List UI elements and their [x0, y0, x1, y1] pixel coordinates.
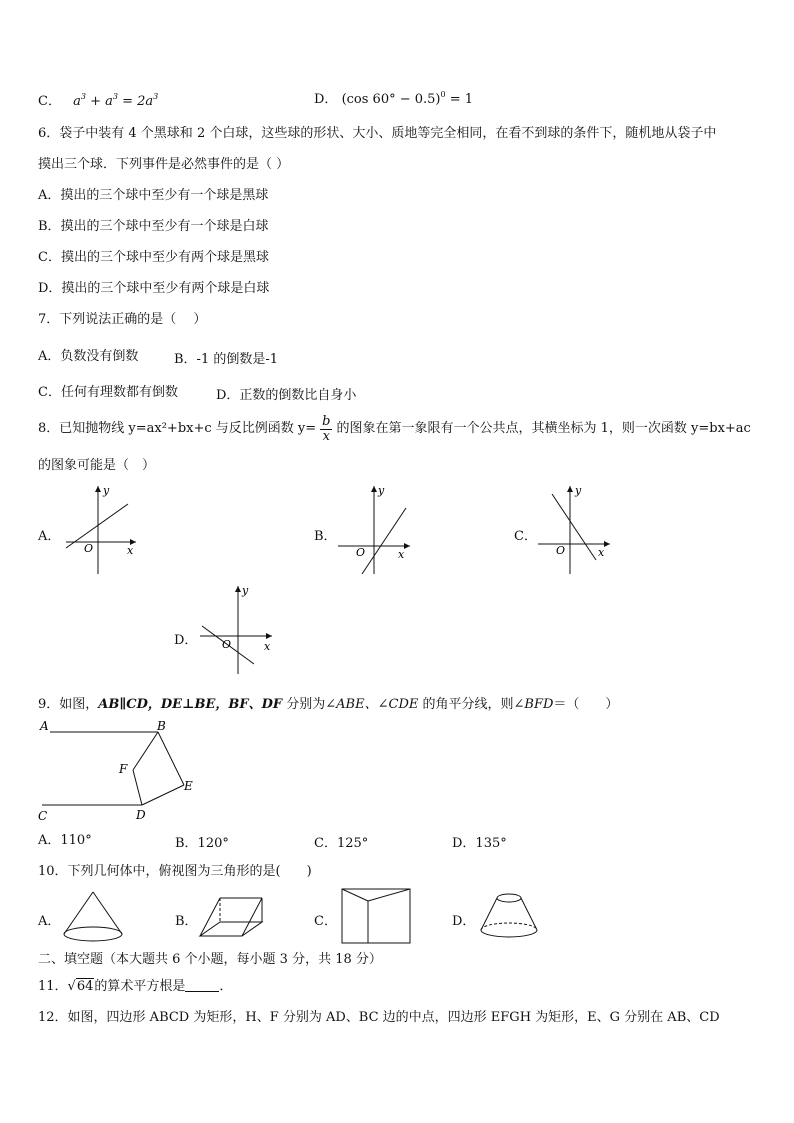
q8-a-x-label: x: [127, 544, 134, 557]
q12-stem: 12．如图，四边形 ABCD 为矩形，H、F 分别为 AD、BC 边的中点，四边形 EFGH 为矩形，E、G 分别在 AB、CD: [38, 1010, 720, 1025]
sqrt-icon: √: [67, 979, 76, 994]
q9-stem-prefix: 9．如图，: [38, 697, 99, 712]
q5-d-expression: (cos 60° − 0.5): [341, 92, 441, 107]
q7-option-d: D．正数的倒数比自身小: [216, 388, 357, 403]
q10-label-b: B．: [175, 914, 198, 929]
q8-d-y-label: y: [242, 584, 249, 597]
q9-figure: [36, 716, 206, 824]
q10-label-a: A．: [38, 914, 61, 929]
q9-stem-suffix: ＝（ ）: [553, 697, 619, 712]
q8-stem-a: 8．已知抛物线 y=ax²+bx+c 与反比例函数 y=: [38, 421, 317, 436]
q9-point-e: E: [184, 779, 193, 793]
q6-option-a: A．摸出的三个球中至少有一个球是黑球: [38, 188, 269, 203]
q9-point-b: B: [157, 719, 166, 733]
q5-c-expression: $a^3 + a^3 = 2a^3$: [73, 92, 159, 109]
q7-option-c: C．任何有理数都有倒数: [38, 385, 178, 400]
q5-option-d: [314, 88, 473, 107]
section2-title: 二、填空题（本大题共 6 个小题，每小题 3 分，共 18 分）: [38, 952, 382, 967]
q9-stem-mid2: 的角平分线，则: [418, 697, 514, 712]
q8-d-origin: O: [222, 638, 232, 651]
q9-point-d: D: [136, 808, 146, 822]
q8-b-x-label: x: [398, 548, 405, 561]
q6-stem-line2: 摸出三个球．下列事件是必然事件的是（ ）: [38, 157, 290, 172]
q9-stem-mid: 分别为: [282, 697, 326, 712]
q9-stem-math: AB∥CD，DE⊥BE，BF、DF: [98, 697, 283, 712]
q8-stem-line1: [38, 414, 751, 444]
q8-stem-b: 的图象在第一象限有一个公共点，其横坐标为 1，则一次函数 y=bx+ac: [336, 421, 751, 436]
q5-d-label: D．: [314, 92, 338, 107]
q10-frustum-icon: [476, 888, 542, 944]
q9-point-c: C: [38, 809, 48, 823]
q6-option-b: B．摸出的三个球中至少有一个球是白球: [38, 219, 269, 234]
q8-label-b: B．: [314, 529, 337, 544]
q5-c-label: C．: [38, 94, 61, 109]
q8-fraction-numerator: b: [322, 413, 331, 429]
q8-graph-a: [60, 482, 140, 578]
q8-graph-b: [334, 482, 414, 578]
q7-option-b: B．-1 的倒数是-1: [174, 352, 279, 367]
q9-point-a: A: [40, 719, 49, 733]
q11: [38, 978, 232, 996]
q9-option-b: B．120°: [175, 836, 229, 851]
q8-c-y-label: y: [575, 484, 582, 497]
q8-fraction-denominator: x: [322, 428, 330, 444]
q5-d-exponent: 0: [440, 90, 446, 99]
q8-label-d: D．: [174, 633, 198, 648]
q11-radicand: 64: [76, 979, 94, 994]
q10-stem: 10．下列几何体中，俯视图为三角形的是( ): [38, 864, 312, 879]
q11-suffix: 的算术平方根是: [94, 979, 186, 994]
q8-a-origin: O: [84, 542, 94, 555]
q10-upright-prism-icon: [338, 885, 414, 947]
q8-a-y-label: y: [103, 484, 110, 497]
q7-stem: 7．下列说法正确的是（ ）: [38, 312, 207, 327]
q10-triangular-prism-icon: [196, 890, 266, 944]
q8-graph-d: [196, 582, 276, 678]
q8-c-x-label: x: [598, 546, 605, 559]
q8-b-y-label: y: [378, 484, 385, 497]
q8-label-a: A．: [38, 529, 61, 544]
q9-option-d: D．135°: [452, 836, 507, 851]
q7-option-a: A．负数没有倒数: [38, 349, 139, 364]
q5-option-c: [38, 88, 158, 111]
q6-option-c: C．摸出的三个球中至少有两个球是黑球: [38, 250, 269, 265]
q9-stem: [38, 696, 618, 714]
q6-option-d: D．摸出的三个球中至少有两个球是白球: [38, 281, 270, 296]
q8-fraction: [320, 415, 332, 444]
q8-c-origin: O: [556, 544, 566, 557]
q5-d-rhs: = 1: [445, 92, 474, 107]
q9-stem-math2: ∠ABE、∠CDE: [325, 697, 419, 712]
q10-label-d: D．: [452, 914, 476, 929]
q11-answer-blank: [185, 979, 219, 992]
q8-b-origin: O: [356, 546, 366, 559]
q9-point-f: F: [119, 762, 128, 776]
q10-label-c: C．: [314, 914, 337, 929]
q8-d-x-label: x: [264, 640, 271, 653]
q9-stem-math3: ∠BFD: [513, 697, 554, 712]
q11-prefix: 11．: [38, 979, 68, 994]
q9-option-a: A．110°: [38, 833, 92, 848]
q6-stem-line1: 6．袋子中装有 4 个黑球和 2 个白球，这些球的形状、大小、质地等完全相同，在看不到球的条件下，随机地从袋子中: [38, 126, 717, 141]
q8-graph-c: [534, 482, 614, 578]
q8-label-c: C．: [514, 529, 537, 544]
q9-option-c: C．125°: [314, 836, 369, 851]
q8-stem-line2: 的图象可能是（ ）: [38, 458, 156, 473]
q10-cone-icon: [60, 888, 126, 948]
q11-end: ．: [219, 979, 233, 994]
